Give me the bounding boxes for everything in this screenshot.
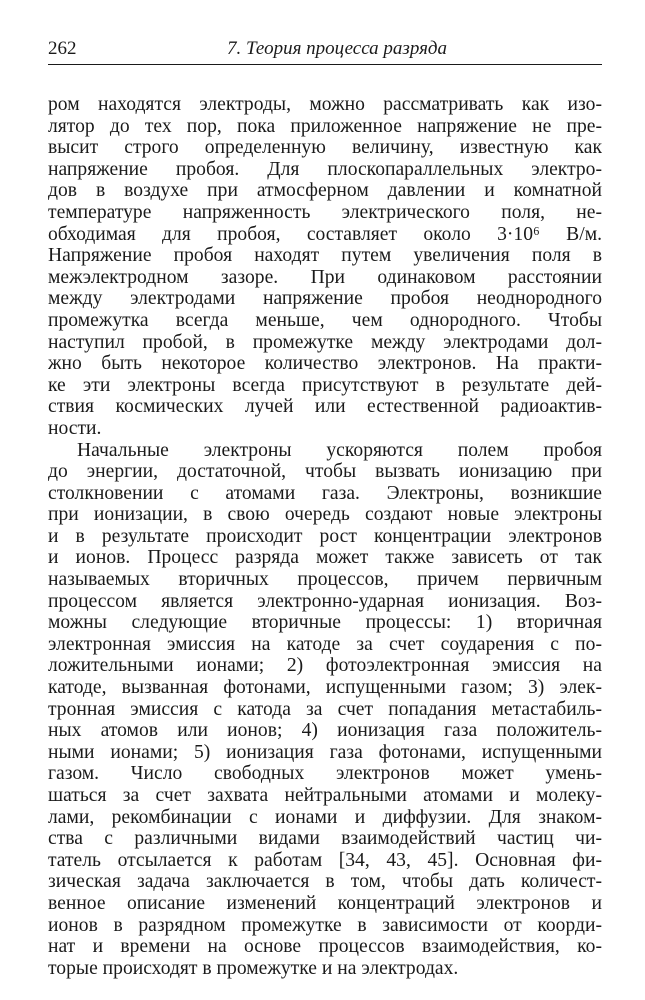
text-line: электронная эмиссия на катоде за счет соударения с по- bbox=[48, 633, 602, 655]
text-line: ных атомов или ионов; 4) ионизация газа положитель- bbox=[48, 720, 602, 742]
text-line: высит строго определенную величину, известную как bbox=[48, 137, 602, 159]
text-line: ром находятся электроды, можно рассматривать как изо- bbox=[48, 94, 602, 115]
text-line: ложительными ионами; 2) фотоэлектронная эмиссия на bbox=[48, 655, 602, 677]
text-line: процессом является электронно-ударная ионизация. Воз- bbox=[48, 590, 602, 612]
text-line: ке эти электроны всегда присутствуют в результате дей- bbox=[48, 374, 602, 396]
text-line: ствия космических лучей или естественной радиоактив- bbox=[48, 396, 602, 418]
text-line: столкновении с атомами газа. Электроны, возникшие bbox=[48, 482, 602, 504]
body-text bbox=[48, 94, 602, 979]
text-line: шаться за счет захвата нейтральными атомами и молеку- bbox=[48, 785, 602, 806]
text-line: называемых вторичных процессов, причем первичным bbox=[48, 569, 602, 591]
text-line: межэлектродном зазоре. При одинаковом расстоянии bbox=[48, 266, 602, 288]
text-line: наступил пробой, в промежутке между электродами дол- bbox=[48, 331, 602, 353]
text-line: ионов в разрядном промежутке в зависимости от коорди- bbox=[48, 914, 602, 936]
text-line: зическая задача заключается в том, чтобы дать количест- bbox=[48, 871, 602, 893]
text-line: температуре напряженность электрического поля, не- bbox=[48, 201, 602, 223]
text-line: катоде, вызванная фотонами, испущенными газом; 3) элек- bbox=[48, 677, 602, 699]
text-line: татель отсылается к работам [34, 43, 45]. Основная фи- bbox=[48, 849, 602, 871]
text-line: торые происходят в промежутке и на электродах. bbox=[48, 957, 459, 979]
text-line: лами, рекомбинации с ионами и диффузии. Для знаком- bbox=[48, 806, 602, 828]
text-line: промежутка всегда меньше, чем однородного. Чтобы bbox=[48, 309, 602, 331]
text-line: дов в воздухе при атмосферном давлении и комнатной bbox=[48, 180, 602, 202]
text-line: можны следующие вторичные процессы: 1) вторичная bbox=[48, 612, 602, 634]
text-line: ности. bbox=[48, 417, 102, 439]
text-line: напряжение пробоя. Для плоскопараллельных электро- bbox=[48, 158, 602, 180]
page-number: 262 bbox=[48, 38, 77, 59]
text-line: обходимая для пробоя, составляет около 3·10⁶ В/м. bbox=[48, 223, 602, 245]
paragraph bbox=[48, 440, 602, 980]
text-line: ными ионами; 5) ионизация газа фотонами, испущенными bbox=[48, 741, 602, 763]
text-line: венное описание изменений концентраций электронов и bbox=[48, 892, 602, 914]
text-line: Начальные электроны ускоряются полем пробоя bbox=[77, 439, 602, 461]
text-line: Напряжение пробоя находят путем увеличения поля в bbox=[48, 245, 602, 267]
text-line: жно быть некоторое количество электронов. На практи- bbox=[48, 353, 602, 375]
text-line: газом. Число свободных электронов может умень- bbox=[48, 763, 602, 785]
text-line: тронная эмиссия с катода за счет попадания метастабиль- bbox=[48, 698, 602, 720]
running-head: 7. Теория процесса разряда bbox=[227, 38, 448, 59]
page-header bbox=[48, 38, 602, 65]
text-line: ства с различными видами взаимодействий частиц чи- bbox=[48, 828, 602, 850]
text-line: при ионизации, в свою очередь создают новые электроны bbox=[48, 504, 602, 526]
text-line: между электродами напряжение пробоя неоднородного bbox=[48, 288, 602, 310]
paragraph bbox=[48, 94, 602, 440]
text-line: и ионов. Процесс разряда может также зависеть от так bbox=[48, 547, 602, 569]
text-line: до энергии, достаточной, чтобы вызвать ионизацию при bbox=[48, 461, 602, 483]
text-line: и в результате происходит рост концентрации электронов bbox=[48, 525, 602, 547]
text-line: лятор до тех пор, пока приложенное напряжение не пре- bbox=[48, 115, 602, 137]
text-line: нат и времени на основе процессов взаимодействия, ко- bbox=[48, 936, 602, 958]
